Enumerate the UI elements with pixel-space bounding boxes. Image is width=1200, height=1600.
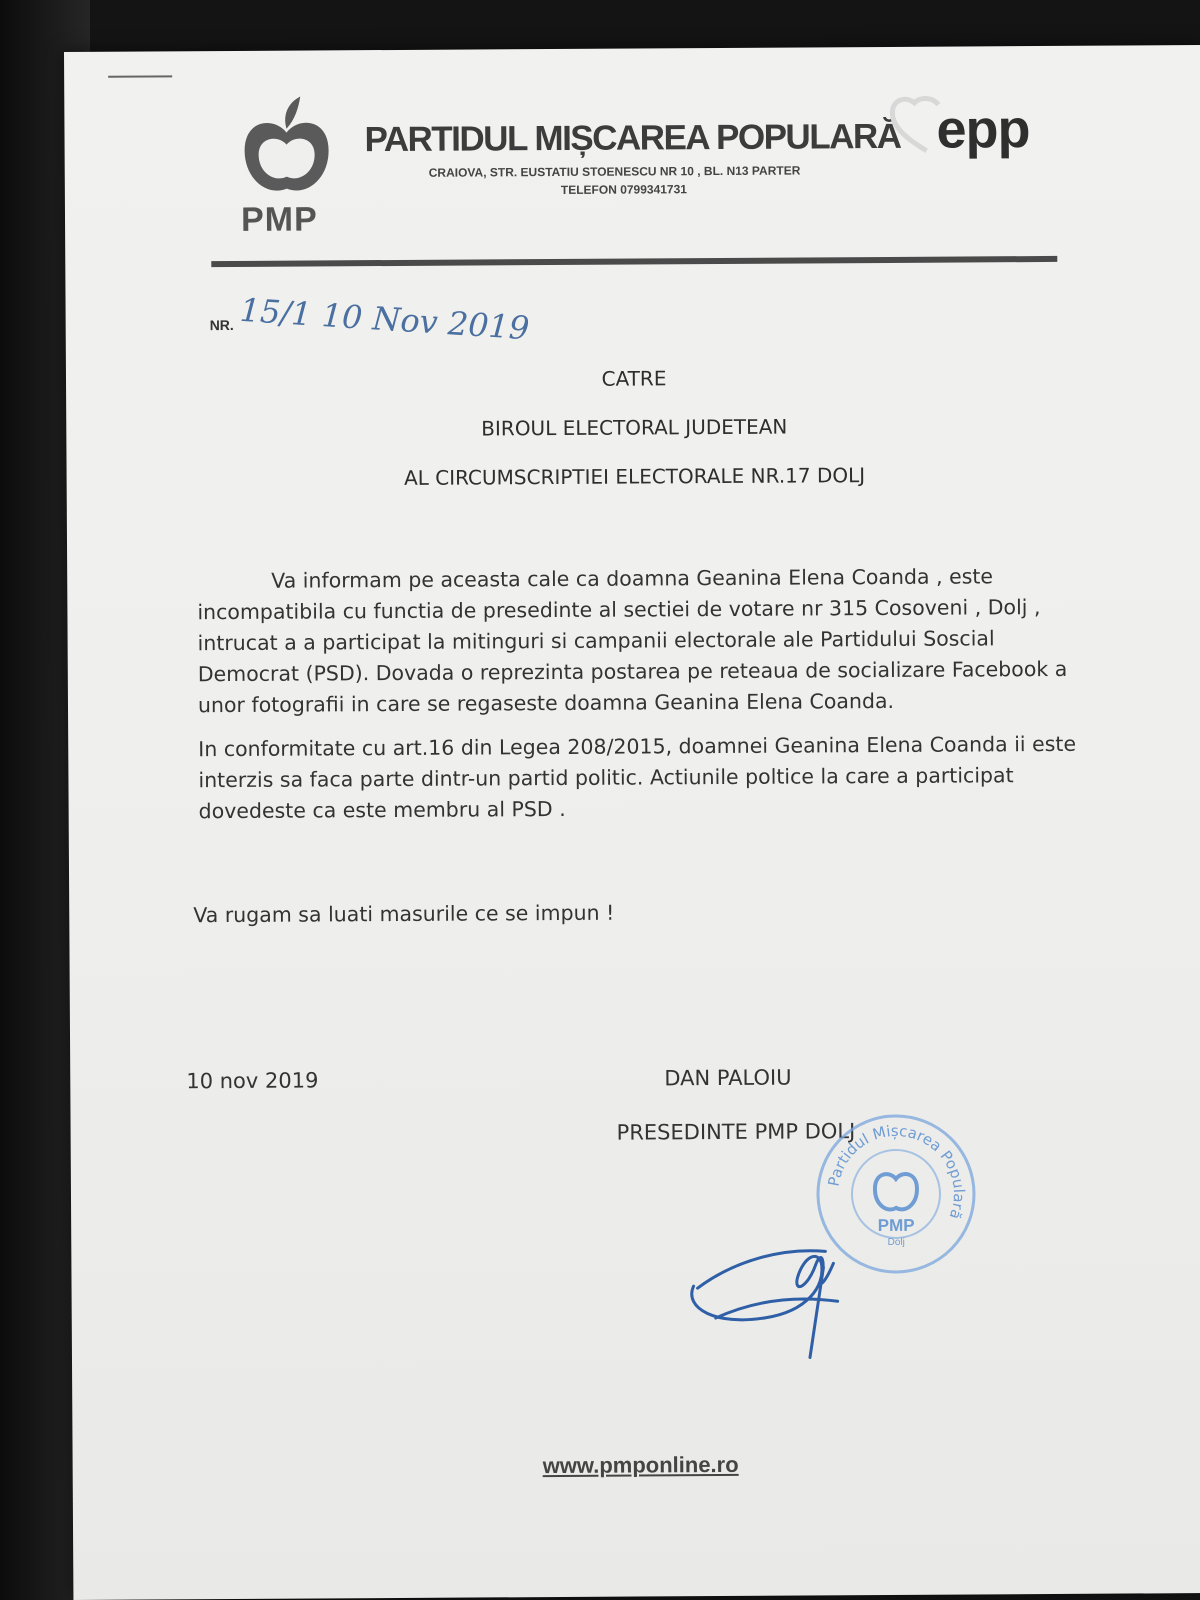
letter-date: 10 nov 2019 xyxy=(186,1068,319,1094)
logo-text: PMP xyxy=(240,200,318,239)
stamp-center-text: PMP xyxy=(877,1215,915,1236)
epp-logo: epp xyxy=(936,99,1030,160)
website-link[interactable]: www.pmponline.ro xyxy=(542,1451,739,1479)
body-paragraph-1: Va informam pe aceasta cale ca doamna Geanina Elena Coanda , este incompatibila cu functia de presedinte al sectiei de votare nr 315 Cosoveni , Dolj , intrucat a a participat la mitinguri si campanii electorale ale Partidului Soscial Democrat (PSD). Dovada o reprezinta postarea pe reteaua de socializare Facebook a unor fotografii in care se regaseste doamna Geanina Elena Coanda. xyxy=(197,564,1068,718)
signer-title: PRESEDINTE PMP DOLJ xyxy=(616,1119,856,1145)
page-mark xyxy=(108,75,172,77)
stamp-sub-text: Dolj xyxy=(887,1236,905,1248)
recipient-line-1: CATRE xyxy=(601,366,667,391)
letter-page xyxy=(64,45,1200,1600)
handwritten-signature xyxy=(675,1167,896,1368)
signer-name: DAN PALOIU xyxy=(664,1065,792,1091)
recipient-line-2: BIROUL ELECTORAL JUDETEAN xyxy=(481,414,788,441)
website-footer[interactable] xyxy=(73,1449,1200,1482)
pmp-apple-logo-icon xyxy=(236,92,337,203)
recipient-line-3: AL CIRCUMSCRIPTIEI ELECTORALE NR.17 DOLJ xyxy=(403,463,866,490)
reference-handwritten: 15/1 10 Nov 2019 xyxy=(238,290,531,348)
stamp-ring-text: Partidul Mișcarea Populară xyxy=(824,1121,969,1222)
closing-line: Va rugam sa luati masurile ce se impun ! xyxy=(193,900,615,928)
party-name: PARTIDUL MIȘCAREA POPULARĂ xyxy=(364,116,901,160)
address-line: CRAIOVA, STR. EUSTATIU STOENESCU NR 10 , BL. N13 PARTER xyxy=(428,163,801,180)
reference-label: NR. xyxy=(209,316,234,334)
header-divider xyxy=(211,256,1057,267)
phone-line: TELEFON 0799341731 xyxy=(560,182,687,197)
body-paragraph-2: In conformitate cu art.16 din Legea 208/2015, doamnei Geanina Elena Coanda ii este interzis sa faca parte dintr-un partid politic. Actiunile poltice la care a participat dovedeste ca este membru al PSD . xyxy=(198,731,1077,824)
